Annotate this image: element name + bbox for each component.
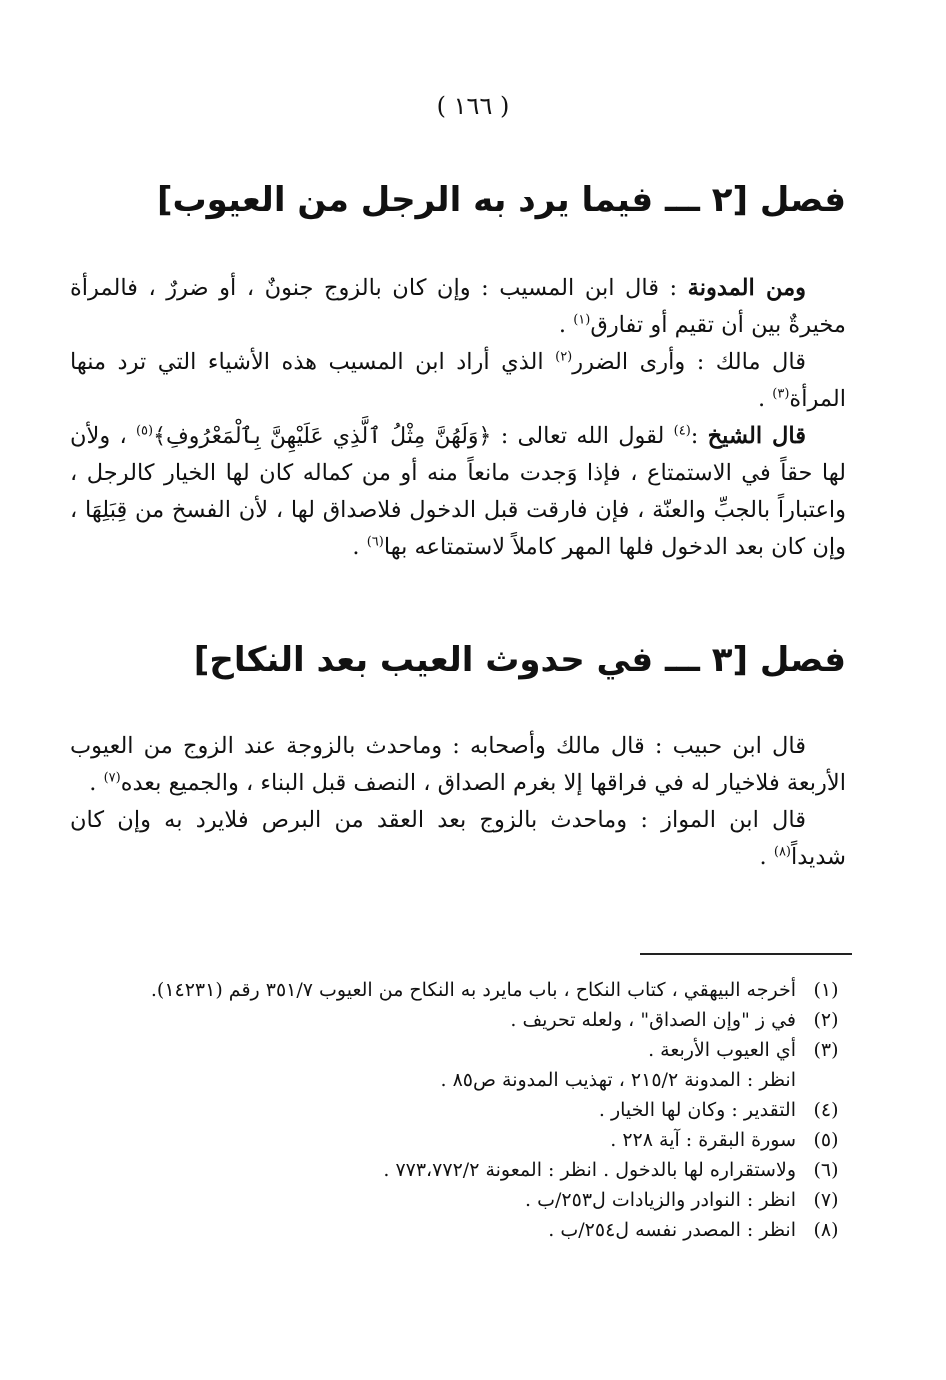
footnote-ref-4: (٤): [673, 423, 691, 439]
paragraph-ibn-mawaz: [70, 802, 846, 876]
text: قال مالك : وأرى الضرر: [572, 349, 806, 375]
footnote-number: (٧): [813, 1189, 839, 1211]
footnote-ref-1: (١): [573, 312, 591, 328]
footnote-text: أي العيوب الأربعة .: [648, 1039, 796, 1061]
punct: .: [558, 312, 574, 338]
footnote: [80, 1215, 856, 1245]
text: :: [690, 423, 708, 449]
footnote-number: [796, 1065, 856, 1095]
punct: .: [757, 386, 773, 412]
section-2-heading: فصل [٢ ـــ فيما يرد به الرجل من العيوب]: [156, 180, 846, 220]
paragraph-mudawwana: [70, 270, 846, 344]
footnote-number: (٥): [813, 1129, 839, 1151]
punct: .: [759, 844, 774, 870]
footnote-text: انظر : المدونة ٢١٥/٢ ، تهذيب المدونة ص٨٥ .: [440, 1069, 796, 1091]
section-2-body: [70, 270, 846, 566]
footnote-number: (٨): [813, 1219, 839, 1241]
footnote-ref-5: (٥): [135, 423, 154, 439]
footnote-text: انظر : المصدر نفسه ل٢٥٤/ب .: [548, 1219, 796, 1241]
footnote-number: (١): [813, 979, 839, 1001]
footnote-ref-2: (٢): [555, 349, 573, 365]
footnote: [80, 1095, 856, 1125]
lead-shaykh: قال الشيخ: [707, 423, 806, 449]
footnote-text: انظر : النوادر والزيادات ل٢٥٣/ب .: [525, 1189, 796, 1211]
footnote-number: (٦): [813, 1159, 839, 1181]
text: ، ولأن لها حقاً في الاستمتاع ، فإذا وَجدت مانعاً منه أو من كماله كان لها الخيار كالرجل ، واعتباراً بالجبِّ والعنّة ، فإن فارقت قبل الدخول فلاصداق لها ، لأن الفسخ من قِبَلِهَا ، وإن كان بعد الدخول فلها المهر كاملاً لاستمتاعه بها: [70, 423, 846, 560]
footnote-ref-7: (٧): [103, 770, 121, 786]
text: لقول الله تعالى :: [491, 423, 674, 449]
footnote: [80, 1185, 856, 1215]
footnote-ref-8: (٨): [773, 844, 791, 860]
lead-mudawwana: ومن المدونة: [687, 275, 807, 301]
footnote-number: (٣): [813, 1039, 839, 1061]
footnote-ref-3: (٣): [772, 386, 790, 402]
footnote: [80, 1065, 856, 1095]
footnote: [80, 1125, 856, 1155]
footnote: [80, 1035, 856, 1065]
text: قال ابن حبيب : قال مالك وأصحابه : وماحدث بالزوجة عند الزوج من العيوب الأربعة فلاخيار له في فراقها إلا بغرم الصداق ، النصف قبل البناء ، والجميع بعده: [70, 733, 846, 796]
footnote-number: (٤): [813, 1099, 839, 1121]
punct: .: [89, 770, 104, 796]
footnote-text: سورة البقرة : آية ٢٢٨ .: [610, 1129, 796, 1151]
footnote: [80, 1005, 856, 1035]
text: : قال ابن المسيب : وإن كان بالزوج جنونٌ ، أو ضررٌ ، فالمرأة مخيرةٌ بين أن تقيم أو تفارق: [70, 275, 846, 338]
text: الذي أراد ابن المسيب هذه الأشياء التي ترد منها المرأة: [70, 349, 846, 412]
footnote-text: التقدير : وكان لها الخيار .: [598, 1099, 796, 1121]
paragraph-ibn-habib: [70, 728, 846, 802]
footnote-number: (٢): [813, 1009, 839, 1031]
footnote: [80, 1155, 856, 1185]
section-3-body: [70, 728, 846, 876]
punct: .: [352, 534, 367, 560]
footnote-text: في ز "وإن الصداق" ، ولعله تحريف .: [510, 1009, 796, 1031]
page-number: ( ١٦٦ ): [436, 92, 510, 120]
paragraph-shaykh: [70, 418, 846, 566]
footnote: [80, 975, 856, 1005]
footnotes: [80, 975, 856, 1245]
text: قال ابن المواز : وماحدث بالزوج بعد العقد من البرص فلايرد به وإن كان شديداً: [70, 807, 846, 870]
footnote-text: ولاستقراره لها بالدخول . انظر : المعونة ٧٧٣،٧٧٢/٢ .: [383, 1159, 796, 1181]
paragraph-malik: [70, 344, 846, 418]
footnote-ref-6: (٦): [366, 534, 384, 550]
quran-verse: ﴿وَلَهُنَّ مِثْلُ ٱلَّذِي عَلَيْهِنَّ بِٱلْمَعْرُوفِ﴾: [153, 424, 492, 449]
section-3-heading: فصل [٣ ـــ في حدوث العيب بعد النكاح]: [193, 640, 846, 680]
footnote-separator: [640, 953, 852, 955]
footnote-text: أخرجه البيهقي ، كتاب النكاح ، باب مايرد به النكاح من العيوب ٣٥١/٧ رقم (١٤٢٣١).: [150, 979, 796, 1001]
